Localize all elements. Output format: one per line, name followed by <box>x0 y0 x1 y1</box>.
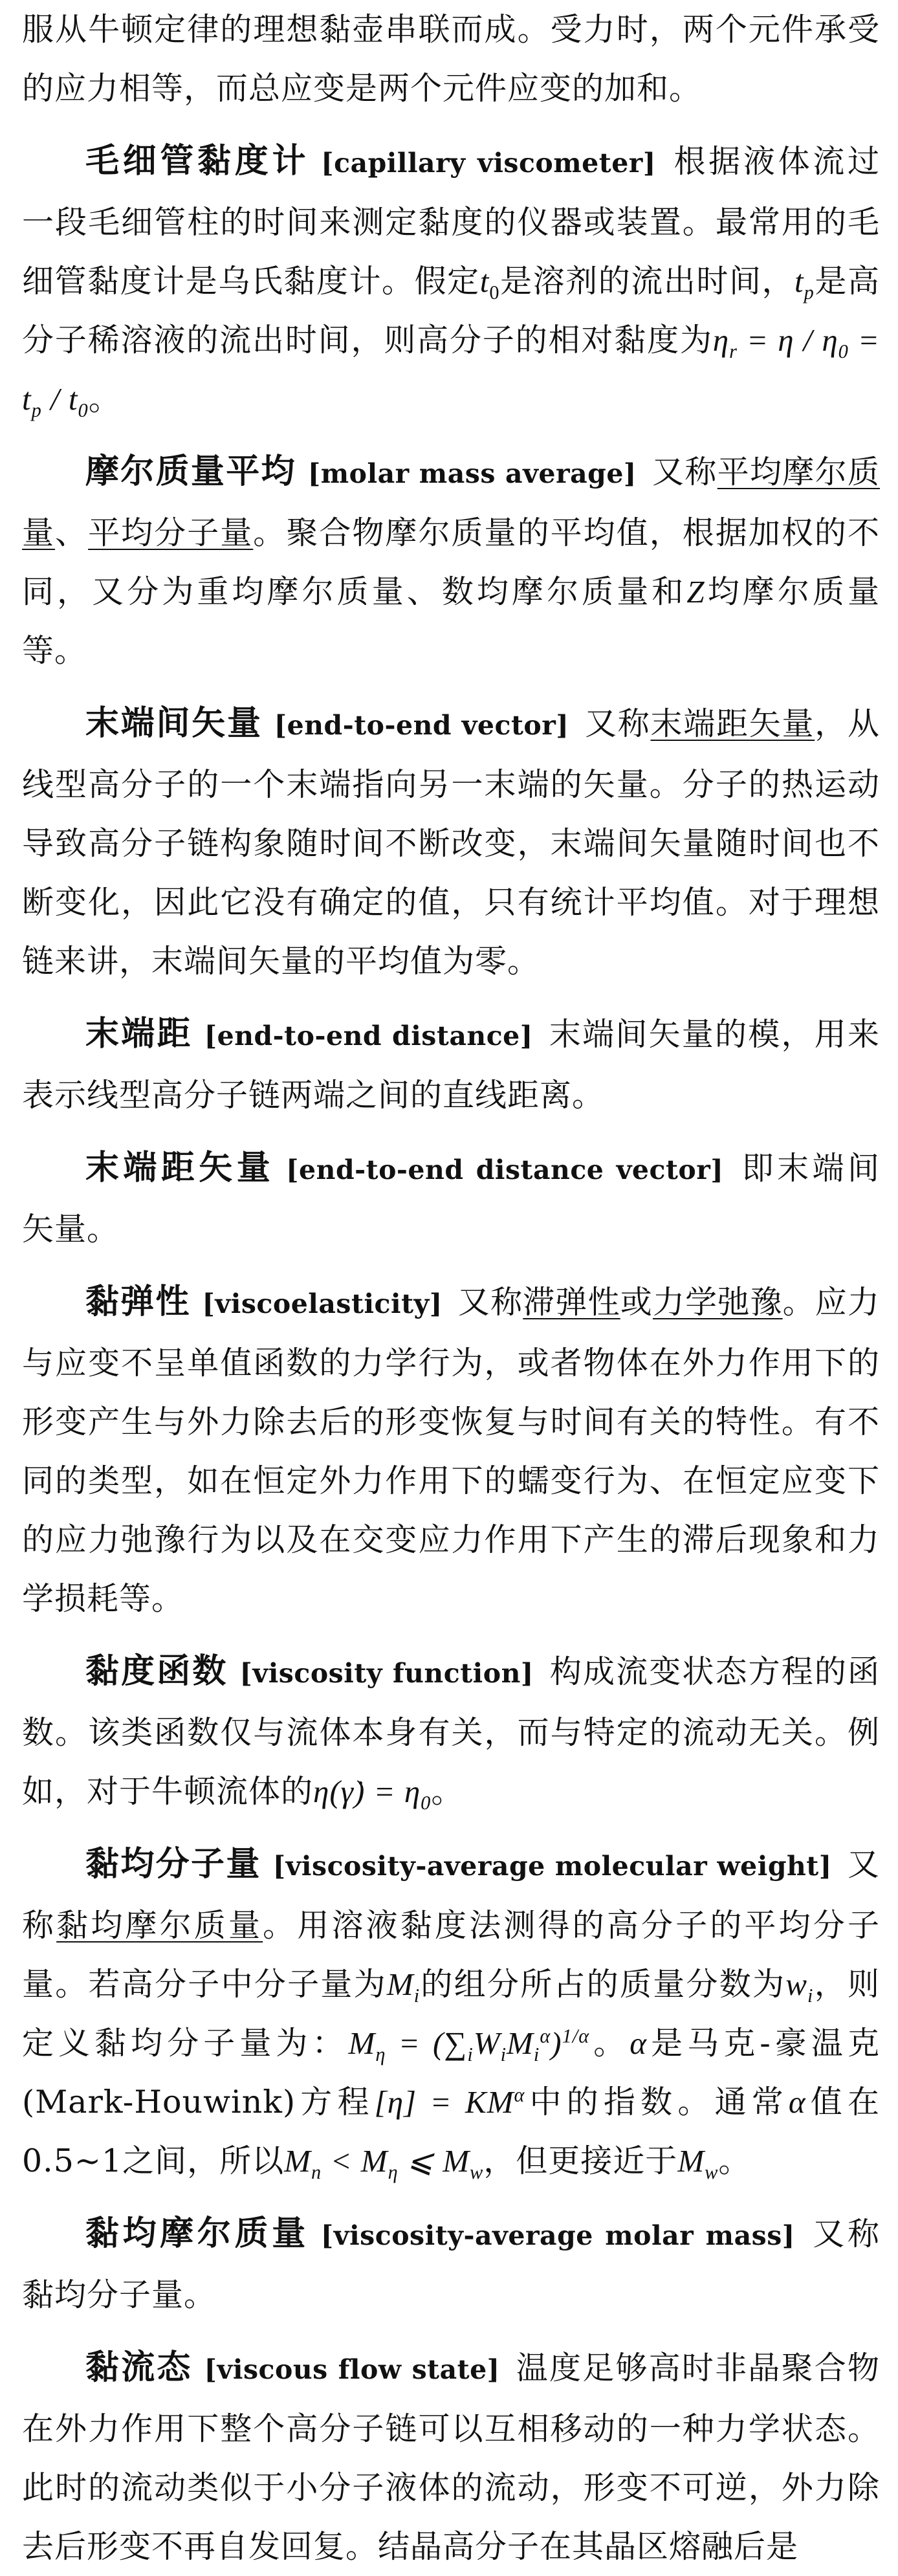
entry-viscosity-function <box>22 1642 880 1821</box>
math-subscript: 0 <box>489 281 500 303</box>
entry-end-to-end-distance <box>22 1005 880 1125</box>
math-subscript: p <box>31 399 42 421</box>
math-superscript: 1/α <box>562 2025 590 2047</box>
math-t: t <box>794 263 804 299</box>
entry-term: 摩尔质量平均 <box>85 452 296 491</box>
entry-body: 。应力与应变不呈单值函数的力学行为，或者物体在外力作用下的形变产生与外力除去后的形变恢复与时间有关的特性。有不同的类型，如在恒定外力作用下的蠕变行为、在恒定应变下的应力弛豫行为以及在交变应力作用下产生的滞后现象和力学损耗等。 <box>22 1284 880 1617</box>
math-superscript: α <box>514 2084 525 2106</box>
math-part: η(γ̇) = η <box>313 1774 421 1809</box>
entry-english-term: [viscosity-average molecular weight] <box>272 1851 832 1882</box>
math-subscript: 0 <box>78 399 89 421</box>
entry-english-term: [viscosity function] <box>239 1658 534 1689</box>
math-m: M <box>386 1966 414 2002</box>
entry-body: 。 <box>718 2142 751 2179</box>
viscosity-formula <box>313 1774 432 1814</box>
entry-term: 黏均分子量 <box>85 1845 261 1884</box>
entry-end-to-end-distance-vector <box>22 1139 880 1259</box>
math-t: t <box>479 263 490 299</box>
entry-body: ，从线型高分子的一个末端指向另一末端的矢量。分子的热运动导致高分子链构象随时间不断改变，末端间矢量随时间也不断变化，因此它没有确定的值，只有统计平均值。对于理想链来讲，末端间矢量的平均值为零。 <box>22 705 880 980</box>
cross-reference-link[interactable]: 平均分子量 <box>88 514 254 551</box>
math-subscript: η <box>375 2043 386 2065</box>
cross-reference-link[interactable]: 滞弹性 <box>523 1284 620 1321</box>
entry-viscoelasticity <box>22 1273 880 1628</box>
entry-body: 构成流变状态方程的函数。该类函数仅与流体本身有关，而与特定的流动无关。例如，对于牛顿流体的 <box>22 1653 880 1810</box>
math-m: M <box>677 2143 705 2179</box>
entry-body: 是溶剂的流出时间， <box>499 263 795 300</box>
entry-body: 的组分所占的质量分数为 <box>420 1966 786 2003</box>
entry-body: 又称黏均分子量。 <box>22 2216 880 2313</box>
math-part: ⩽ M <box>398 2143 470 2179</box>
entry-term: 黏流态 <box>85 2348 193 2387</box>
entry-body: 末端间矢量的模，用来表示线型高分子链两端之间的直线距离。 <box>22 1016 880 1114</box>
entry-english-term: [viscoelasticity] <box>202 1288 443 1319</box>
entry-molar-mass-average <box>22 443 880 680</box>
math-part: M <box>348 2025 376 2061</box>
entry-viscosity-average-molecular-weight <box>22 1835 880 2190</box>
math-subscript: i <box>500 2043 507 2065</box>
entry-body: 又称 <box>652 454 717 490</box>
cross-reference-link[interactable]: 平均摩尔质量 <box>22 454 880 551</box>
entry-english-term: [end-to-end distance vector] <box>286 1154 724 1185</box>
entry-viscosity-average-molar-mass <box>22 2205 880 2324</box>
math-part: / t <box>41 381 78 417</box>
entry-body: 或 <box>620 1284 653 1321</box>
math-eta: η <box>712 322 730 358</box>
math-part: M <box>284 2143 311 2179</box>
math-superscript: α <box>540 2025 551 2047</box>
math-part: = t <box>22 322 880 417</box>
entry-english-term: [end-to-end vector] <box>274 710 569 741</box>
entry-body: 。 <box>431 1773 464 1810</box>
entry-english-term: [end-to-end distance] <box>204 1020 533 1051</box>
math-subscript: i <box>533 2043 540 2065</box>
entry-term: 黏度函数 <box>85 1652 228 1691</box>
lead-paragraph <box>22 0 880 118</box>
math-part: M <box>507 2025 534 2061</box>
viscosity-average-formula <box>348 2025 590 2065</box>
math-alpha: α <box>788 2084 806 2120</box>
entry-term: 毛细管黏度计 <box>85 142 310 181</box>
entry-body: 。用溶液黏度法测得的高分子的平均分子量。若高分子中分子量为 <box>22 1907 880 2003</box>
lead-line-2: 的应力相等，而总应变是两个元件应变的加和。 <box>22 70 702 107</box>
math-w: w <box>785 1966 807 2002</box>
math-subscript: r <box>729 340 738 362</box>
mark-houwink-formula <box>375 2084 525 2120</box>
entry-body: 、 <box>55 514 89 551</box>
entry-term: 末端间矢量 <box>85 704 263 743</box>
math-subscript: p <box>804 281 815 303</box>
math-z: Z <box>686 574 705 610</box>
math-subscript: w <box>705 2161 719 2183</box>
entry-viscous-flow-state <box>22 2339 880 2576</box>
entry-english-term: [viscous flow state] <box>204 2354 500 2385</box>
entry-body: 。 <box>589 2025 630 2062</box>
math-part: = η / η <box>737 322 838 358</box>
entry-term: 末端距矢量 <box>85 1149 275 1187</box>
math-alpha: α <box>630 2025 648 2061</box>
entry-body: ，但更接近于 <box>483 2142 678 2179</box>
math-subscript: 0 <box>421 1791 432 1814</box>
math-part: ) <box>551 2025 562 2061</box>
math-part: [η] = KM <box>374 2084 514 2120</box>
entry-body: 温度足够高时非晶聚合物在外力作用下整个高分子链可以互相移动的一种力学状态。此时的流动类似于小分子液体的流动，形变不可逆，外力除去后形变不再自发回复。结晶高分子在其晶区熔融后是 <box>22 2350 880 2565</box>
entry-body: ，则定义黏均分子量为： <box>22 1966 880 2062</box>
entry-body: 值在0.5~1之间，所以 <box>22 2084 880 2179</box>
entry-english-term: [molar mass average] <box>307 458 637 489</box>
entry-end-to-end-vector <box>22 694 880 991</box>
math-subscript: i <box>413 1984 421 2007</box>
lead-line-1: 服从牛顿定律的理想黏壶串联而成。受力时，两个元件承受 <box>22 11 880 48</box>
entry-body: 即末端间矢量。 <box>22 1150 880 1248</box>
cross-reference-link[interactable]: 黏均摩尔质量 <box>56 1907 263 1944</box>
math-part: W <box>473 2025 501 2061</box>
math-subscript: n <box>311 2161 322 2183</box>
entry-body: 又称 <box>457 1284 523 1321</box>
entry-body: 又称 <box>584 705 651 742</box>
math-subscript: η <box>388 2161 399 2183</box>
entry-body: 又称 <box>22 1846 880 1944</box>
entry-term: 黏均摩尔质量 <box>85 2214 309 2253</box>
entry-body: 。 <box>88 380 121 417</box>
entry-body: 均摩尔质量等。 <box>22 573 880 669</box>
entry-term: 末端距 <box>85 1015 193 1053</box>
math-part: < M <box>322 2143 388 2179</box>
entry-term: 黏弹性 <box>85 1282 191 1321</box>
cross-reference-link[interactable]: 力学弛豫 <box>652 1284 783 1321</box>
entry-capillary-viscometer <box>22 132 880 428</box>
math-subscript: 0 <box>838 340 849 362</box>
entry-body: 根据液体流过一段毛细管柱的时间来测定黏度的仪器或装置。最常用的毛细管黏度计是乌氏黏度计。假定 <box>22 143 880 300</box>
inequality-formula <box>284 2143 484 2183</box>
entry-body: 。聚合物摩尔质量的平均值，根据加权的不同，又分为重均摩尔质量、数均摩尔质量和 <box>22 514 880 610</box>
entry-body: 中的指数。通常 <box>525 2084 789 2120</box>
math-subscript: w <box>470 2161 484 2183</box>
entry-english-term: [viscosity-average molar mass] <box>320 2220 795 2251</box>
math-subscript: i <box>807 1984 814 2007</box>
math-subscript: i <box>467 2043 474 2065</box>
entry-body: 是高分子稀溶液的流出时间，则高分子的相对黏度为 <box>22 263 880 358</box>
math-part: = (∑ <box>386 2025 468 2061</box>
cross-reference-link[interactable]: 末端距矢量 <box>650 705 815 742</box>
entry-body: 是马克-豪温克(Mark-Houwink)方程 <box>22 2025 880 2120</box>
entry-english-term: [capillary viscometer] <box>321 148 656 179</box>
